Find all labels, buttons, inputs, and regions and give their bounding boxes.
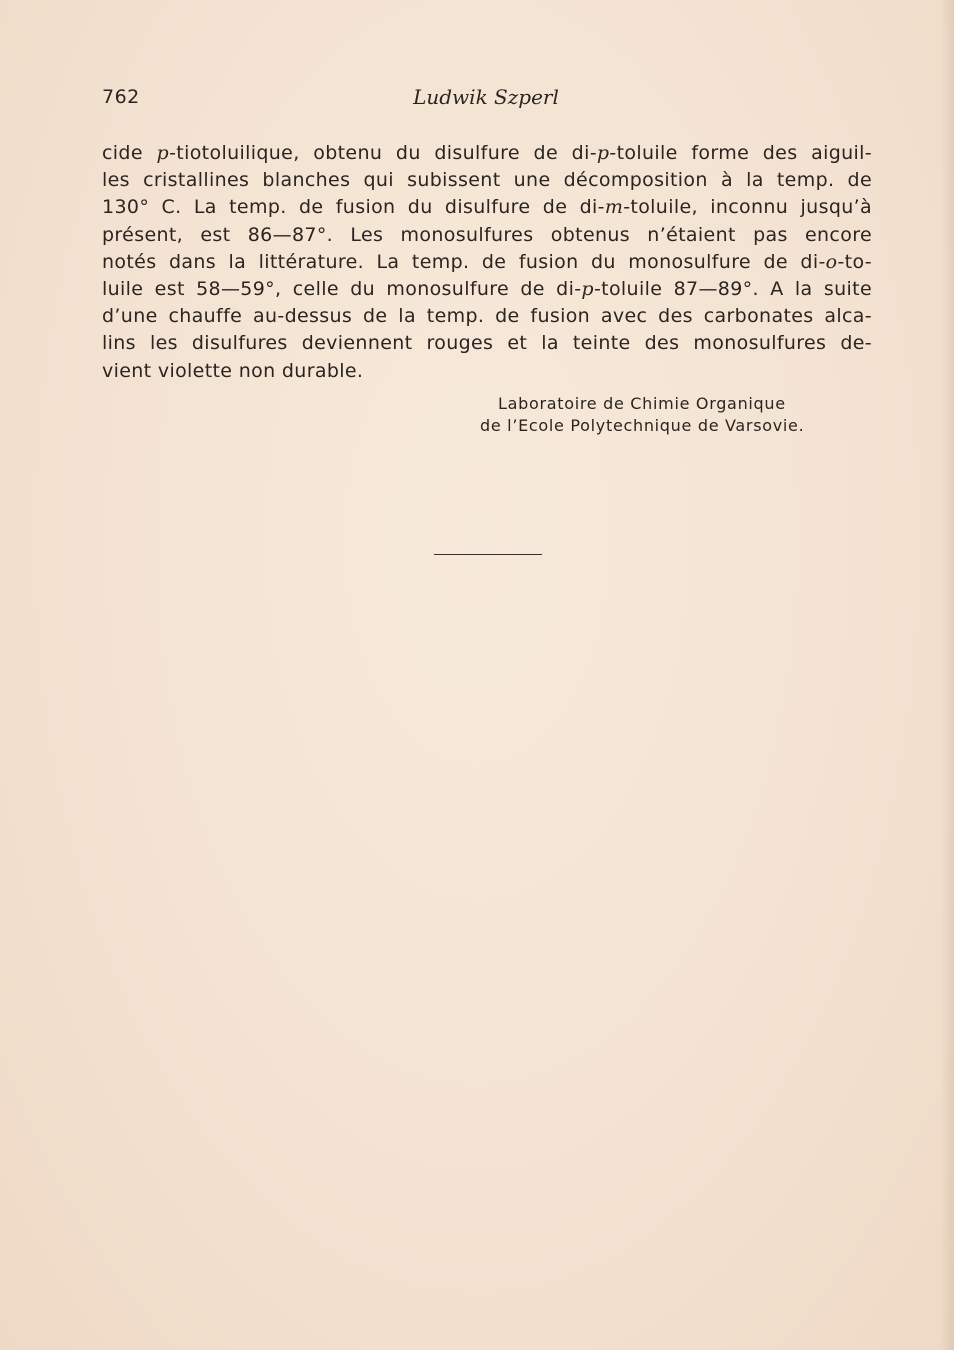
text-line (102, 194, 872, 221)
body-paragraph (102, 140, 872, 385)
text-segment: -toluile forme des aiguil- (609, 142, 873, 164)
affiliation-line-2: de l’Ecole Polytechnique de Varsovie. (480, 416, 805, 435)
text-line (102, 222, 872, 249)
italic-symbol: m (604, 196, 624, 219)
text-segment: vient violette non durable. (102, 359, 364, 382)
text-segment: -toluile 87—89°. A la suite (593, 277, 872, 300)
running-head-author: Ludwik Szperl (413, 85, 559, 109)
text-segment: cide (102, 142, 157, 164)
page-number: 762 (102, 86, 140, 108)
text-line (102, 330, 872, 357)
text-line (102, 303, 872, 330)
text-segment: -tiotoluilique, obtenu du disulfure de di- (169, 142, 597, 164)
text-segment: d’une chauffe au-dessus de la temp. de fusion avec des carbonates alca- (102, 305, 872, 328)
text-segment: 130° C. La temp. de fusion du disulfure de di- (102, 196, 605, 219)
text-line (102, 358, 872, 385)
italic-symbol: p (581, 277, 594, 300)
affiliation-line-1: Laboratoire de Chimie Organique (498, 394, 786, 413)
text-line (102, 167, 872, 194)
text-segment: notés dans la littérature. La temp. de fusion du monosulfure de di- (102, 250, 826, 273)
text-segment: présent, est 86—87°. Les monosulfures obtenus n’étaient pas encore (102, 223, 872, 246)
text-segment: lins les disulfures deviennent rouges et la teinte des monosulfures de- (102, 332, 872, 355)
page-edge-shadow (940, 0, 954, 1350)
end-rule (434, 554, 542, 555)
text-line (102, 276, 872, 303)
text-segment: les cristallines blanches qui subissent une décomposition à la temp. de (102, 169, 872, 192)
affiliation (440, 393, 860, 437)
text-segment: luile est 58—59°, celle du monosulfure de di- (102, 277, 582, 300)
italic-symbol: p (596, 142, 610, 164)
italic-symbol: o (825, 250, 838, 273)
text-segment: -to- (837, 250, 872, 273)
italic-symbol: p (156, 142, 170, 164)
text-segment: -toluile, inconnu jusqu’à (623, 196, 872, 219)
text-line (102, 140, 872, 167)
text-line (102, 249, 872, 276)
